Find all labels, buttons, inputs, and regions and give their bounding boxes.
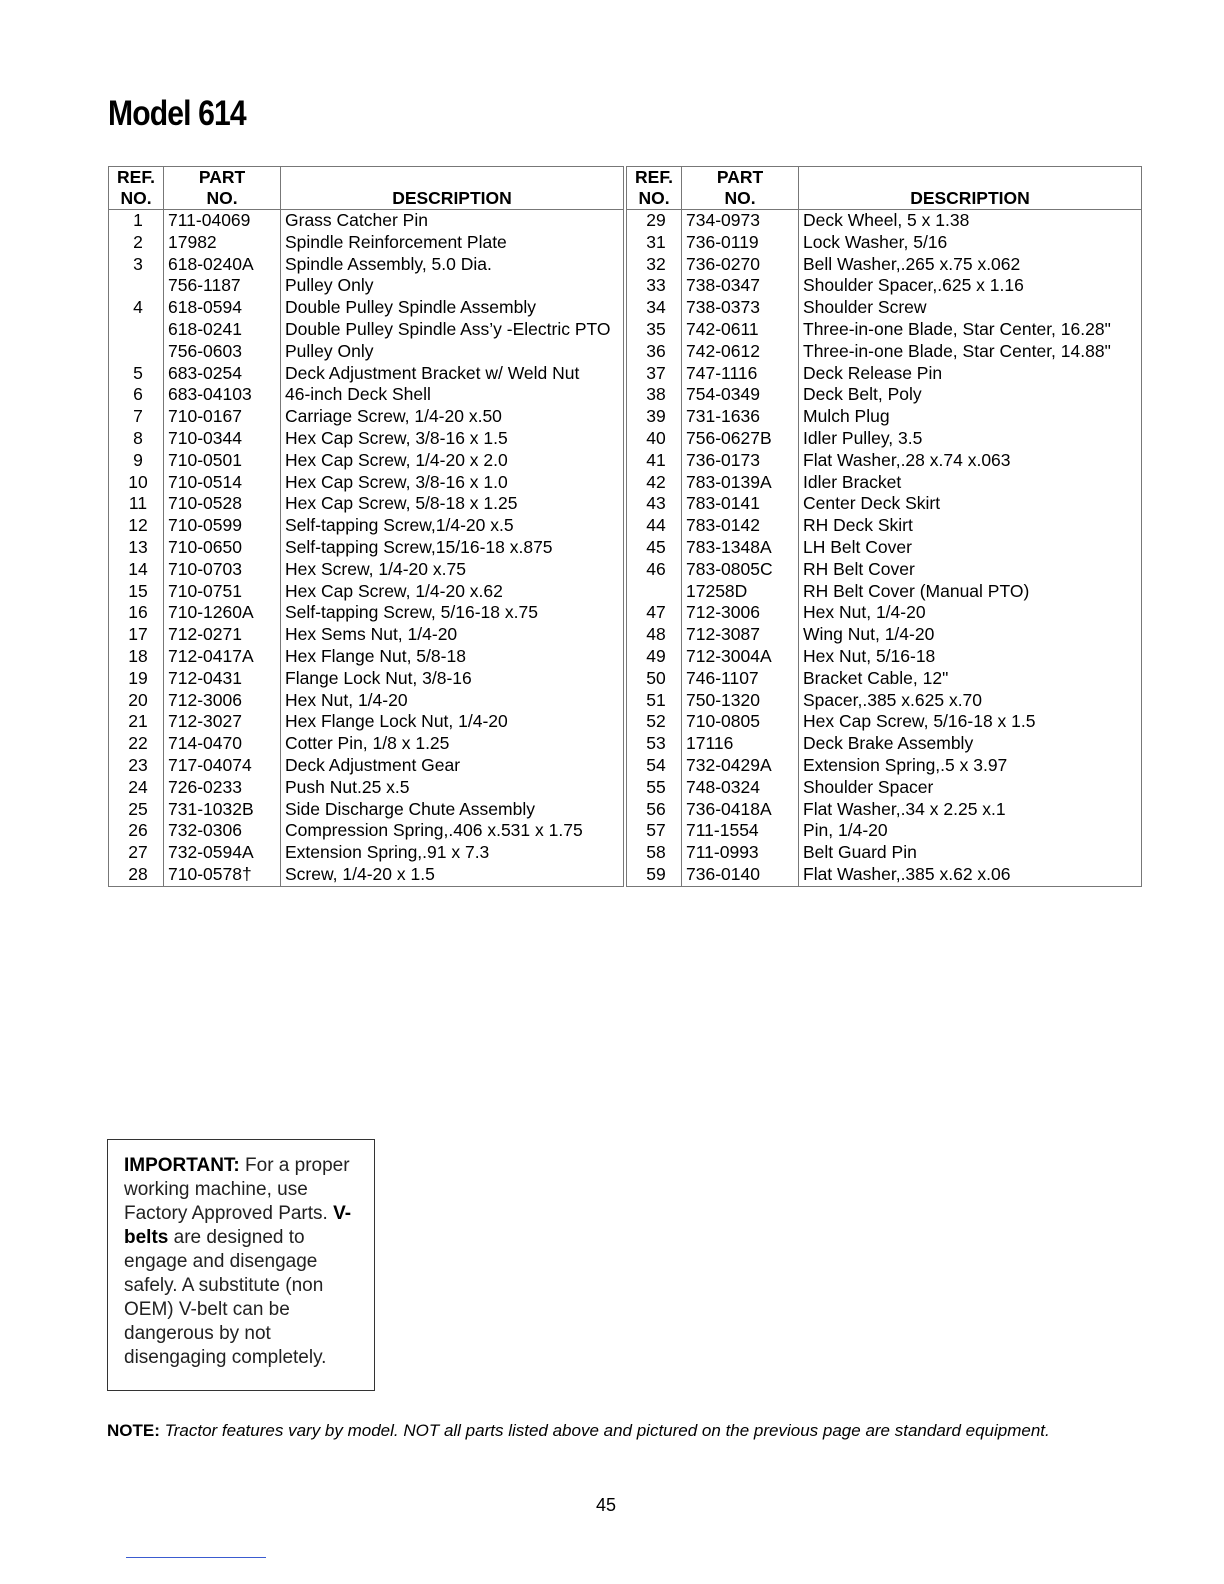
description-cell: Hex Nut, 1/4-20 — [799, 602, 1142, 624]
description-cell: Hex Cap Screw, 1/4-20 x 2.0 — [281, 450, 624, 472]
table-row — [627, 581, 1142, 603]
description-cell: Flat Washer,.385 x.62 x.06 — [799, 864, 1142, 886]
ref-no-cell: 37 — [627, 363, 682, 385]
ref-no-cell: 53 — [627, 733, 682, 755]
part-no-cell: 618-0241 — [164, 319, 281, 341]
description-cell: Hex Flange Nut, 5/8-18 — [281, 646, 624, 668]
description-cell: Flange Lock Nut, 3/8-16 — [281, 668, 624, 690]
part-no-cell: 746-1107 — [682, 668, 799, 690]
table-row — [627, 864, 1142, 886]
table-row — [627, 493, 1142, 515]
ref-no-cell: 47 — [627, 602, 682, 624]
ref-no-cell: 36 — [627, 341, 682, 363]
part-no-cell: 683-0254 — [164, 363, 281, 385]
part-no-cell: 17116 — [682, 733, 799, 755]
table-row — [627, 690, 1142, 712]
part-no-cell: 756-0627B — [682, 428, 799, 450]
part-no-cell: 618-0240A — [164, 254, 281, 276]
part-no-cell: 710-0167 — [164, 406, 281, 428]
part-no-cell: 710-0514 — [164, 472, 281, 494]
part-no-cell: 726-0233 — [164, 777, 281, 799]
part-no-cell: 683-04103 — [164, 384, 281, 406]
table-row — [109, 450, 624, 472]
description-cell: Three-in-one Blade, Star Center, 14.88" — [799, 341, 1142, 363]
table-row — [109, 537, 624, 559]
ref-no-cell: 32 — [627, 254, 682, 276]
description-cell: Deck Brake Assembly — [799, 733, 1142, 755]
part-no-cell: 731-1636 — [682, 406, 799, 428]
part-no-cell: 711-1554 — [682, 820, 799, 842]
description-cell: Self-tapping Screw, 5/16-18 x.75 — [281, 602, 624, 624]
table-row — [627, 711, 1142, 733]
description-cell: Pulley Only — [281, 275, 624, 297]
table-row — [627, 733, 1142, 755]
ref-no-cell: 31 — [627, 232, 682, 254]
description-cell: Carriage Screw, 1/4-20 x.50 — [281, 406, 624, 428]
table-row — [109, 210, 624, 232]
description-cell: Hex Screw, 1/4-20 x.75 — [281, 559, 624, 581]
ref-no-cell: 16 — [109, 602, 164, 624]
description-cell: RH Deck Skirt — [799, 515, 1142, 537]
part-no-cell: 712-3087 — [682, 624, 799, 646]
description-cell: Self-tapping Screw,15/16-18 x.875 — [281, 537, 624, 559]
part-no-cell: 734-0973 — [682, 210, 799, 232]
ref-no-cell: 48 — [627, 624, 682, 646]
part-no-cell: 742-0612 — [682, 341, 799, 363]
part-no-cell: 783-0805C — [682, 559, 799, 581]
ref-no-header: REF. NO. — [627, 167, 682, 210]
ref-no-cell: 56 — [627, 799, 682, 821]
description-cell: Center Deck Skirt — [799, 493, 1142, 515]
part-no-cell: 712-3006 — [682, 602, 799, 624]
table-row — [627, 341, 1142, 363]
parts-table-right — [626, 166, 1142, 887]
ref-no-cell: 18 — [109, 646, 164, 668]
description-cell: Pin, 1/4-20 — [799, 820, 1142, 842]
ref-no-cell: 9 — [109, 450, 164, 472]
ref-no-cell: 8 — [109, 428, 164, 450]
part-no-cell: 710-0528 — [164, 493, 281, 515]
part-no-cell: 710-1260A — [164, 602, 281, 624]
table-row — [627, 254, 1142, 276]
part-no-header: PART NO. — [682, 167, 799, 210]
parts-table-left — [108, 166, 624, 887]
table-row — [627, 602, 1142, 624]
table-row — [109, 472, 624, 494]
part-no-cell: 712-3004A — [682, 646, 799, 668]
description-cell: Three-in-one Blade, Star Center, 16.28" — [799, 319, 1142, 341]
table-row — [109, 341, 624, 363]
ref-no-cell: 41 — [627, 450, 682, 472]
table-row — [627, 297, 1142, 319]
table-row — [109, 384, 624, 406]
ref-no-cell: 2 — [109, 232, 164, 254]
ref-no-cell: 20 — [109, 690, 164, 712]
description-cell: Screw, 1/4-20 x 1.5 — [281, 864, 624, 886]
description-cell: 46-inch Deck Shell — [281, 384, 624, 406]
part-no-cell: 714-0470 — [164, 733, 281, 755]
part-no-cell: 710-0650 — [164, 537, 281, 559]
description-cell: Side Discharge Chute Assembly — [281, 799, 624, 821]
ref-no-cell: 29 — [627, 210, 682, 232]
description-cell: Hex Flange Lock Nut, 1/4-20 — [281, 711, 624, 733]
part-no-cell: 747-1116 — [682, 363, 799, 385]
table-row — [109, 319, 624, 341]
part-no-cell: 17982 — [164, 232, 281, 254]
description-cell: Wing Nut, 1/4-20 — [799, 624, 1142, 646]
ref-no-cell: 15 — [109, 581, 164, 603]
description-cell: Spindle Reinforcement Plate — [281, 232, 624, 254]
description-cell: Shoulder Screw — [799, 297, 1142, 319]
description-cell: Deck Belt, Poly — [799, 384, 1142, 406]
ref-no-cell: 59 — [627, 864, 682, 886]
part-no-cell: 736-0270 — [682, 254, 799, 276]
v-belts-label: V-belts — [124, 1203, 352, 1248]
table-row — [109, 275, 624, 297]
table-row — [627, 799, 1142, 821]
table-row — [627, 646, 1142, 668]
ref-no-cell: 38 — [627, 384, 682, 406]
ref-no-header: REF. NO. — [109, 167, 164, 210]
ref-no-cell: 23 — [109, 755, 164, 777]
page-title: Model 614 — [108, 94, 246, 133]
ref-no-cell: 49 — [627, 646, 682, 668]
table-row — [627, 384, 1142, 406]
part-no-cell: 756-1187 — [164, 275, 281, 297]
note-label: NOTE: — [107, 1421, 160, 1440]
part-no-cell: 750-1320 — [682, 690, 799, 712]
table-row — [627, 537, 1142, 559]
table-row — [627, 668, 1142, 690]
description-cell: Hex Nut, 5/16-18 — [799, 646, 1142, 668]
table-header — [109, 167, 624, 210]
part-no-cell: 732-0429A — [682, 755, 799, 777]
part-no-cell: 712-0417A — [164, 646, 281, 668]
part-no-cell: 738-0373 — [682, 297, 799, 319]
description-cell: Shoulder Spacer,.625 x 1.16 — [799, 275, 1142, 297]
table-row — [109, 297, 624, 319]
table-header — [627, 167, 1142, 210]
table-row — [627, 363, 1142, 385]
description-cell: Deck Adjustment Bracket w/ Weld Nut — [281, 363, 624, 385]
important-notice-box — [107, 1139, 375, 1391]
part-no-cell: 712-3006 — [164, 690, 281, 712]
ref-no-cell: 26 — [109, 820, 164, 842]
ref-no-cell: 25 — [109, 799, 164, 821]
table-row — [109, 581, 624, 603]
ref-no-cell: 43 — [627, 493, 682, 515]
ref-no-cell: 50 — [627, 668, 682, 690]
part-no-cell: 736-0119 — [682, 232, 799, 254]
table-row — [109, 493, 624, 515]
part-no-cell: 736-0418A — [682, 799, 799, 821]
description-cell: RH Belt Cover — [799, 559, 1142, 581]
description-cell: Hex Cap Screw, 1/4-20 x.62 — [281, 581, 624, 603]
description-cell: Extension Spring,.5 x 3.97 — [799, 755, 1142, 777]
table-row — [627, 428, 1142, 450]
description-cell: Extension Spring,.91 x 7.3 — [281, 842, 624, 864]
table-row — [109, 864, 624, 886]
part-no-cell: 710-0751 — [164, 581, 281, 603]
part-no-cell: 783-0142 — [682, 515, 799, 537]
part-no-cell: 711-0993 — [682, 842, 799, 864]
description-cell: Spindle Assembly, 5.0 Dia. — [281, 254, 624, 276]
ref-no-cell: 4 — [109, 297, 164, 319]
description-header: DESCRIPTION — [281, 167, 624, 210]
ref-no-cell — [109, 319, 164, 341]
footnote — [107, 1421, 1107, 1441]
ref-no-cell — [627, 581, 682, 603]
part-no-cell: 710-0599 — [164, 515, 281, 537]
description-cell: Pulley Only — [281, 341, 624, 363]
table-row — [627, 777, 1142, 799]
important-text: For a proper working machine, use Factory Approved Parts. — [124, 1155, 350, 1224]
table-row — [627, 450, 1142, 472]
part-no-cell: 783-0141 — [682, 493, 799, 515]
description-cell: Hex Cap Screw, 3/8-16 x 1.0 — [281, 472, 624, 494]
description-cell: Mulch Plug — [799, 406, 1142, 428]
table-row — [627, 319, 1142, 341]
part-no-cell: 711-04069 — [164, 210, 281, 232]
description-cell: Hex Nut, 1/4-20 — [281, 690, 624, 712]
ref-no-cell: 3 — [109, 254, 164, 276]
part-no-cell: 618-0594 — [164, 297, 281, 319]
ref-no-cell: 57 — [627, 820, 682, 842]
part-no-cell: 783-0139A — [682, 472, 799, 494]
ref-no-cell: 54 — [627, 755, 682, 777]
description-cell: Flat Washer,.28 x.74 x.063 — [799, 450, 1142, 472]
ref-no-cell: 17 — [109, 624, 164, 646]
table-row — [627, 275, 1142, 297]
ref-no-cell: 5 — [109, 363, 164, 385]
ref-no-cell: 52 — [627, 711, 682, 733]
description-cell: Bell Washer,.265 x.75 x.062 — [799, 254, 1142, 276]
part-no-cell: 732-0594A — [164, 842, 281, 864]
table-row — [109, 624, 624, 646]
part-no-cell: 756-0603 — [164, 341, 281, 363]
table-row — [109, 254, 624, 276]
table-row — [109, 755, 624, 777]
table-row — [109, 799, 624, 821]
description-cell: Cotter Pin, 1/8 x 1.25 — [281, 733, 624, 755]
description-cell: RH Belt Cover (Manual PTO) — [799, 581, 1142, 603]
ref-no-cell: 42 — [627, 472, 682, 494]
ref-no-cell: 7 — [109, 406, 164, 428]
part-no-cell: 712-0431 — [164, 668, 281, 690]
table-row — [109, 602, 624, 624]
part-no-cell: 736-0140 — [682, 864, 799, 886]
table-row — [109, 559, 624, 581]
description-cell: Self-tapping Screw,1/4-20 x.5 — [281, 515, 624, 537]
ref-no-cell: 24 — [109, 777, 164, 799]
description-cell: Push Nut.25 x.5 — [281, 777, 624, 799]
part-no-cell: 738-0347 — [682, 275, 799, 297]
ref-no-cell: 45 — [627, 537, 682, 559]
part-no-header: PART NO. — [164, 167, 281, 210]
description-cell: Deck Release Pin — [799, 363, 1142, 385]
ref-no-cell: 1 — [109, 210, 164, 232]
ref-no-cell: 55 — [627, 777, 682, 799]
description-cell: Deck Wheel, 5 x 1.38 — [799, 210, 1142, 232]
description-cell: Hex Cap Screw, 5/8-18 x 1.25 — [281, 493, 624, 515]
part-no-cell: 736-0173 — [682, 450, 799, 472]
ref-no-cell: 21 — [109, 711, 164, 733]
table-row — [109, 428, 624, 450]
footer-rule — [126, 1557, 266, 1558]
table-row — [109, 515, 624, 537]
table-row — [627, 232, 1142, 254]
part-no-cell: 748-0324 — [682, 777, 799, 799]
ref-no-cell: 40 — [627, 428, 682, 450]
ref-no-cell: 51 — [627, 690, 682, 712]
table-row — [109, 777, 624, 799]
part-no-cell: 710-0703 — [164, 559, 281, 581]
table-row — [109, 690, 624, 712]
part-no-cell: 710-0501 — [164, 450, 281, 472]
description-cell: Compression Spring,.406 x.531 x 1.75 — [281, 820, 624, 842]
description-cell: Deck Adjustment Gear — [281, 755, 624, 777]
part-no-cell: 742-0611 — [682, 319, 799, 341]
table-row — [627, 210, 1142, 232]
description-cell: Spacer,.385 x.625 x.70 — [799, 690, 1142, 712]
description-cell: Double Pulley Spindle Ass’y -Electric PTO — [281, 319, 624, 341]
description-cell: Double Pulley Spindle Assembly — [281, 297, 624, 319]
description-cell: Flat Washer,.34 x 2.25 x.1 — [799, 799, 1142, 821]
table-row — [109, 733, 624, 755]
description-cell: Belt Guard Pin — [799, 842, 1142, 864]
description-cell: Idler Bracket — [799, 472, 1142, 494]
table-row — [627, 515, 1142, 537]
important-text-2: are designed to engage and disengage safely. A substitute (non OEM) V-belt can be dangerous by not disengaging completely. — [124, 1227, 327, 1368]
description-cell: Idler Pulley, 3.5 — [799, 428, 1142, 450]
description-cell: Hex Cap Screw, 5/16-18 x 1.5 — [799, 711, 1142, 733]
ref-no-cell: 27 — [109, 842, 164, 864]
description-cell: Hex Cap Screw, 3/8-16 x 1.5 — [281, 428, 624, 450]
ref-no-cell: 46 — [627, 559, 682, 581]
ref-no-cell: 34 — [627, 297, 682, 319]
important-label: IMPORTANT: — [124, 1155, 240, 1176]
table-row — [627, 842, 1142, 864]
ref-no-cell — [109, 275, 164, 297]
table-row — [627, 755, 1142, 777]
part-no-cell: 710-0805 — [682, 711, 799, 733]
ref-no-cell: 58 — [627, 842, 682, 864]
part-no-cell: 710-0578† — [164, 864, 281, 886]
ref-no-cell: 28 — [109, 864, 164, 886]
part-no-cell: 712-0271 — [164, 624, 281, 646]
part-no-cell: 710-0344 — [164, 428, 281, 450]
table-row — [109, 820, 624, 842]
ref-no-cell: 22 — [109, 733, 164, 755]
table-row — [627, 559, 1142, 581]
description-cell: Hex Sems Nut, 1/4-20 — [281, 624, 624, 646]
ref-no-cell: 11 — [109, 493, 164, 515]
part-no-cell: 732-0306 — [164, 820, 281, 842]
description-header: DESCRIPTION — [799, 167, 1142, 210]
ref-no-cell: 12 — [109, 515, 164, 537]
table-row — [109, 232, 624, 254]
table-row — [627, 624, 1142, 646]
ref-no-cell: 19 — [109, 668, 164, 690]
table-row — [109, 646, 624, 668]
part-no-cell: 17258D — [682, 581, 799, 603]
ref-no-cell: 10 — [109, 472, 164, 494]
ref-no-cell: 35 — [627, 319, 682, 341]
ref-no-cell: 13 — [109, 537, 164, 559]
table-row — [627, 820, 1142, 842]
table-row — [109, 842, 624, 864]
description-cell: Grass Catcher Pin — [281, 210, 624, 232]
ref-no-cell — [109, 341, 164, 363]
ref-no-cell: 44 — [627, 515, 682, 537]
table-row — [109, 668, 624, 690]
table-row — [109, 363, 624, 385]
ref-no-cell: 6 — [109, 384, 164, 406]
description-cell: Lock Washer, 5/16 — [799, 232, 1142, 254]
description-cell: Bracket Cable, 12" — [799, 668, 1142, 690]
table-row — [627, 472, 1142, 494]
description-cell: LH Belt Cover — [799, 537, 1142, 559]
part-no-cell: 712-3027 — [164, 711, 281, 733]
ref-no-cell: 39 — [627, 406, 682, 428]
part-no-cell: 783-1348A — [682, 537, 799, 559]
table-row — [109, 406, 624, 428]
ref-no-cell: 33 — [627, 275, 682, 297]
table-row — [627, 406, 1142, 428]
ref-no-cell: 14 — [109, 559, 164, 581]
description-cell: Shoulder Spacer — [799, 777, 1142, 799]
part-no-cell: 754-0349 — [682, 384, 799, 406]
part-no-cell: 717-04074 — [164, 755, 281, 777]
part-no-cell: 731-1032B — [164, 799, 281, 821]
note-text: Tractor features vary by model. NOT all parts listed above and pictured on the previous page are standard equipment. — [164, 1421, 1050, 1440]
page-number: 45 — [596, 1495, 617, 1515]
table-row — [109, 711, 624, 733]
